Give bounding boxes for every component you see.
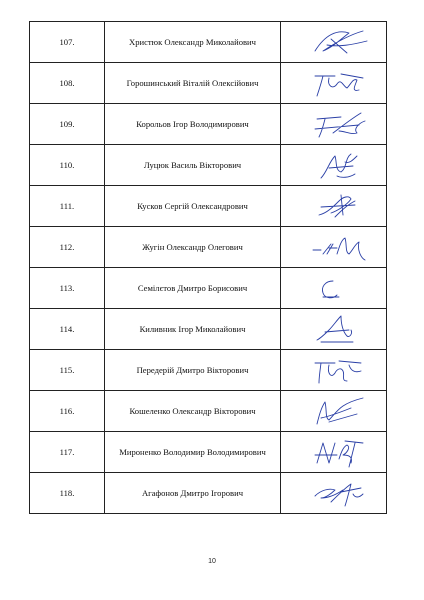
signature-cell — [281, 186, 387, 227]
table-row — [30, 186, 387, 227]
person-name: Передерій Дмитро Вікторович — [105, 350, 281, 391]
table-row — [30, 350, 387, 391]
row-number: 112. — [30, 227, 105, 268]
row-number: 114. — [30, 309, 105, 350]
person-name: Христюк Олександр Миколайович — [105, 22, 281, 63]
signature-cell — [281, 473, 387, 514]
person-name: Корольов Ігор Володимирович — [105, 104, 281, 145]
page-number: 10 — [208, 558, 216, 565]
row-number: 117. — [30, 432, 105, 473]
signature-cell — [281, 22, 387, 63]
signature-cell — [281, 309, 387, 350]
row-number: 113. — [30, 268, 105, 309]
person-name: Кошеленко Олександр Вікторович — [105, 391, 281, 432]
table-row — [30, 309, 387, 350]
row-number: 116. — [30, 391, 105, 432]
handwritten-signature — [311, 312, 371, 346]
handwritten-signature — [311, 353, 371, 387]
table-row — [30, 145, 387, 186]
handwritten-signature — [311, 107, 371, 141]
person-name: Луцюк Василь Вікторович — [105, 145, 281, 186]
row-number: 107. — [30, 22, 105, 63]
signature-cell — [281, 63, 387, 104]
signature-cell — [281, 391, 387, 432]
signature-cell — [281, 104, 387, 145]
person-name: Горошинський Віталій Олексійович — [105, 63, 281, 104]
row-number: 109. — [30, 104, 105, 145]
handwritten-signature — [311, 66, 371, 100]
row-number: 108. — [30, 63, 105, 104]
person-name: Киливник Ігор Миколайович — [105, 309, 281, 350]
handwritten-signature — [311, 476, 371, 510]
signature-cell — [281, 268, 387, 309]
handwritten-signature — [311, 189, 371, 223]
table-row — [30, 104, 387, 145]
handwritten-signature — [311, 271, 371, 305]
person-name: Жугін Олександр Олегович — [105, 227, 281, 268]
table-row — [30, 432, 387, 473]
table-row — [30, 473, 387, 514]
signature-cell — [281, 432, 387, 473]
table-row — [30, 63, 387, 104]
signature-cell — [281, 145, 387, 186]
handwritten-signature — [311, 394, 371, 428]
row-number: 118. — [30, 473, 105, 514]
row-number: 110. — [30, 145, 105, 186]
table-row — [30, 391, 387, 432]
person-name: Кусков Сергій Олександрович — [105, 186, 281, 227]
table-row — [30, 227, 387, 268]
signature-cell — [281, 227, 387, 268]
table-row — [30, 22, 387, 63]
person-name: Семілєтов Дмитро Борисович — [105, 268, 281, 309]
row-number: 111. — [30, 186, 105, 227]
table-row — [30, 268, 387, 309]
person-name: Мироненко Володимир Володимирович — [105, 432, 281, 473]
handwritten-signature — [311, 230, 371, 264]
handwritten-signature — [311, 435, 371, 469]
signature-cell — [281, 350, 387, 391]
person-name: Агафонов Дмитро Ігорович — [105, 473, 281, 514]
handwritten-signature — [311, 148, 371, 182]
handwritten-signature — [311, 25, 371, 59]
signature-table — [29, 21, 387, 514]
row-number: 115. — [30, 350, 105, 391]
